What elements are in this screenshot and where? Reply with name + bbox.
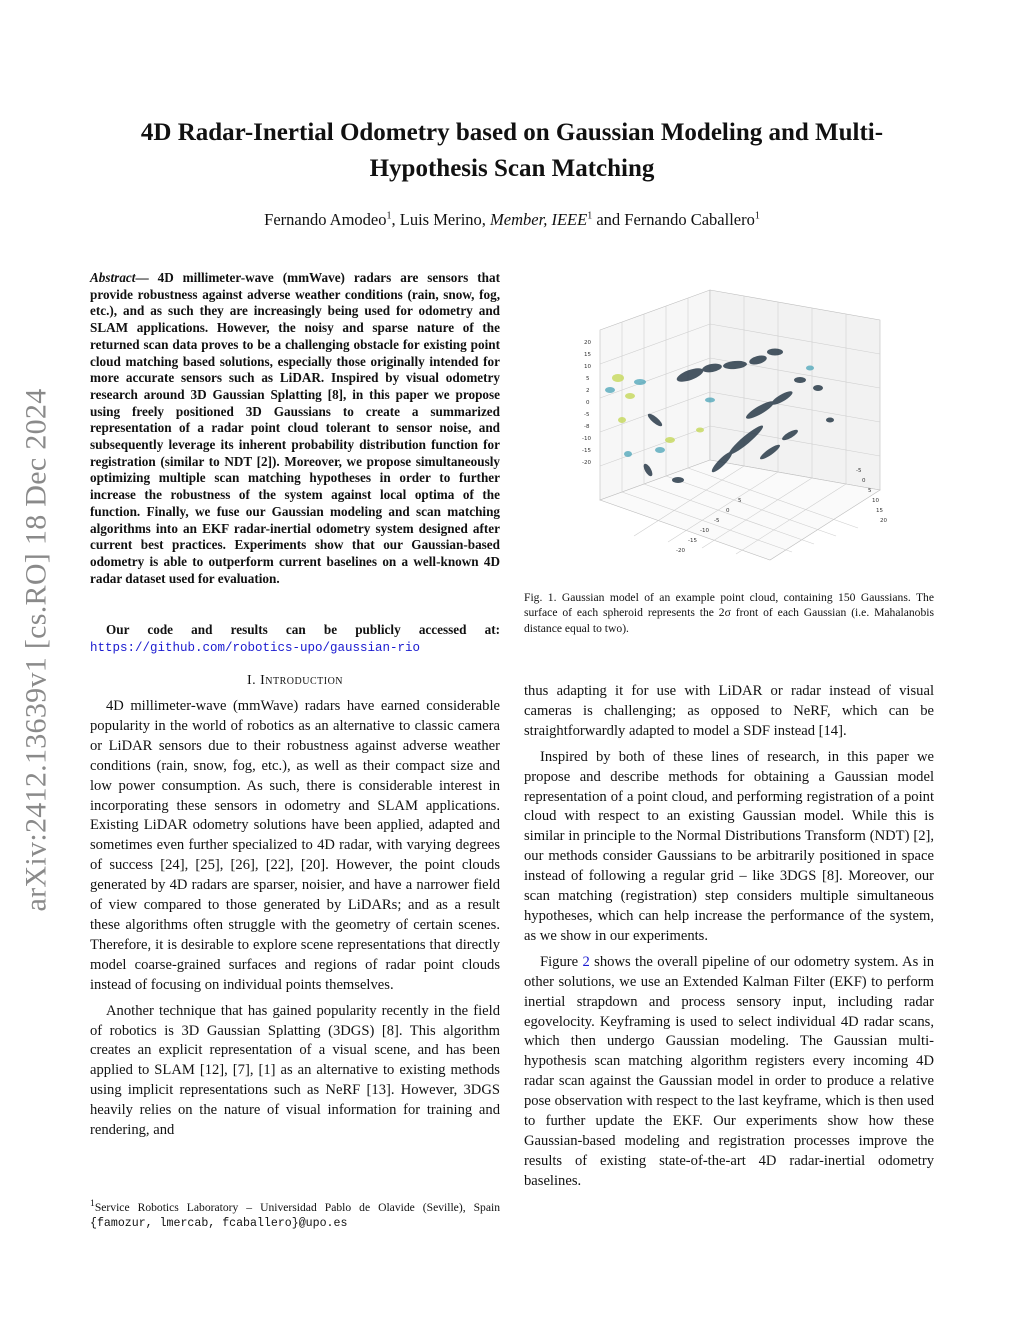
z-tick: 15 (584, 352, 591, 358)
x-tick: -15 (688, 538, 697, 544)
section-heading-introduction (90, 673, 500, 689)
author-2: Luis Merino, (399, 210, 491, 229)
z-tick: 2 (586, 388, 590, 394)
section-title: Introduction (260, 673, 344, 688)
y-tick: 10 (872, 498, 879, 504)
abstract-label: Abstract (90, 270, 136, 285)
author-line (100, 210, 924, 230)
affil-mark-2: 1 (587, 210, 593, 222)
y-tick: 5 (868, 488, 872, 494)
figure-gaussian-model (560, 270, 905, 588)
footnote-mark: 1 (90, 1198, 95, 1209)
z-tick: -5 (584, 412, 590, 418)
right-paragraph-3 (524, 953, 934, 1192)
right-paragraph-2: Inspired by both of these lines of research, in this paper we propose and describe methods for obtaining a Gaussian model representation of a point cloud, and performing registration of a point cloud with respect to an existing Gaussian model. While this is similar in principle to the Normal Distributions Transform (NDT) [2], our methods consider Gaussians to be arbitrarily positioned in space instead of following a regular grid – like 3DGS [8]. Moreover, our scan matching (registration) step considers multiple simultaneous hypotheses, which can help increase the performance of the system, as we show in our experiments. (524, 748, 934, 944)
figure-ref-pre: Figure (540, 953, 583, 970)
z-tick: 0 (586, 400, 590, 406)
code-link[interactable]: https://github.com/robotics-upo/gaussian-rio (90, 640, 421, 655)
x-tick: -20 (676, 548, 685, 554)
x-tick: -5 (714, 518, 720, 524)
z-tick: 5 (586, 376, 590, 382)
affil-mark-3: 1 (754, 210, 760, 222)
left-column-body (90, 697, 500, 1141)
x-tick: 0 (726, 508, 730, 514)
figure-grid (600, 290, 880, 560)
z-tick: -8 (584, 424, 590, 430)
abstract (90, 270, 500, 587)
right-column-body (524, 682, 934, 1192)
arxiv-id: arXiv:2412.13639v1 [cs.RO] 18 Dec 2024 (19, 388, 53, 912)
z-tick: -20 (582, 460, 591, 466)
author-separator: and (592, 210, 625, 229)
author-3: Fernando Caballero (624, 210, 755, 229)
z-tick: 20 (584, 340, 591, 346)
z-tick: -10 (582, 436, 591, 442)
figure-ref-link[interactable]: 2 (582, 953, 590, 970)
author-2-role: Member, IEEE (490, 210, 588, 229)
figure-ref-post: shows the overall pipeline of our odometry system. As in other solutions, we use an Extended Kalman Filter (EKF) to perform inertial strapdown and process sensory input, including radar egovelocity. Keyframing is used to select individual 4D radar scans, which then undergo Gaussian modeling. The Gaussian multi-hypothesis scan matching algorithm registers every incoming 4D radar scan against the Gaussian model in order to produce a relative pose observation with respect to the last keyframe, which is then used to further update the EKF. Our experiments show how these Gaussian-based modeling and registration processes improve the results of existing state-of-the-art 4D radar-inertial odometry baselines. (524, 953, 934, 1189)
x-tick: -10 (700, 528, 709, 534)
affil-mark-1: 1 (386, 210, 392, 222)
paper-title: 4D Radar-Inertial Odometry based on Gaussian Modeling and Multi-Hypothesis Scan Matching (140, 119, 884, 182)
abstract-dash: — (135, 270, 158, 285)
x-tick: 5 (738, 498, 742, 504)
y-tick: 15 (876, 508, 883, 514)
right-paragraph-1: thus adapting it for use with LiDAR or radar instead of visual cameras is challenging; as opposed to NeRF, which can be straightforwardly adapted to model a SDF instead [14]. (524, 683, 934, 739)
footnote-text: Service Robotics Laboratory – Universidad Pablo de Olavide (Seville), Spain (94, 1200, 500, 1214)
code-text: Our code and results can be publicly accessed at: (106, 622, 500, 637)
figure-caption: Fig. 1. Gaussian model of an example point cloud, containing 150 Gaussians. The surface of each spheroid represents the 2σ front of each Gaussian (i.e. Mahalanobis distance equal to two). (524, 591, 934, 635)
z-tick: -15 (582, 448, 591, 454)
author-1: Fernando Amodeo (264, 210, 387, 229)
footnote-emails: {famozur, lmercab, fcaballero}@upo.es (90, 1217, 348, 1231)
z-tick: 10 (584, 364, 591, 370)
y-tick: -5 (856, 468, 862, 474)
abstract-text: 4D millimeter-wave (mmWave) radars are sensors that provide robustness against adverse weather conditions (rain, snow, fog, etc.), and as such they are increasingly being used for odometry and SLAM applications. However, the noisy and sparse nature of the returned scan data proves to be a challenging obstacle for existing point cloud matching based solutions, especially those originally intended for more accurate sensors such as LiDAR. Inspired by visual odometry research around 3D Gaussian Splatting [8], in this paper we propose using freely positioned 3D Gaussians to create a summarized representation of a radar point cloud tolerant to sensor noise, and subsequently leverage its inherent probability distribution function for registration (similar to NDT [2]). Moreover, we propose simultaneously optimizing multiple scan matching hypotheses in order to further increase the robustness of the system against local optima of the function. Finally, we fuse our Gaussian modeling and scan matching algorithms into an EKF radar-inertial odometry system designed after current best practices. Experiments show that our Gaussian-based odometry is able to outperform current baselines on a well-known 4D radar dataset used for evaluation. (90, 270, 500, 586)
intro-paragraph-1: 4D millimeter-wave (mmWave) radars have earned considerable popularity in the world of robotics as an alternative to classic camera or LiDAR sensors due to their robustness against adverse weather conditions (rain, snow, fog, etc.), as well as their compact size and low power consumption. As such, there is considerable interest in incorporating these sensors in odometry and SLAM applications. Existing LiDAR odometry solutions have been applied, adapted and sometimes even further specialized to 4D radar, with varying degrees of success [24], [25], [26], [22], [20]. However, the point clouds generated by 4D radars are sparser, noisier, and have a narrower field of view compared to those generated by LiDARs; and as a result these algorithms often struggle with the geometry of certain scenes. Therefore, it is desirable to explore scene representations that directly model coarse-grained surfaces and regions of radar point clouds instead of focusing on individual points themselves. (90, 698, 500, 993)
author-separator: , (391, 210, 400, 229)
intro-paragraph-2: Another technique that has gained popularity recently in the field of robotics is 3D Gaussian Splatting (3DGS) [8]. This algorithm creates an explicit representation of a visual scene, and has been applied to SLAM [12], [7], [1] as an alternative to existing methods using implicit representations such as NeRF [13]. However, 3DGS heavily relies on the nature of visual information for training and rendering, and (90, 1002, 500, 1139)
arxiv-stamp (6, 350, 66, 950)
section-number: I. (246, 673, 261, 688)
y-tick: 20 (880, 518, 887, 524)
affiliation-footnote (90, 1196, 500, 1232)
code-availability (90, 622, 500, 656)
y-tick: 0 (862, 478, 866, 484)
